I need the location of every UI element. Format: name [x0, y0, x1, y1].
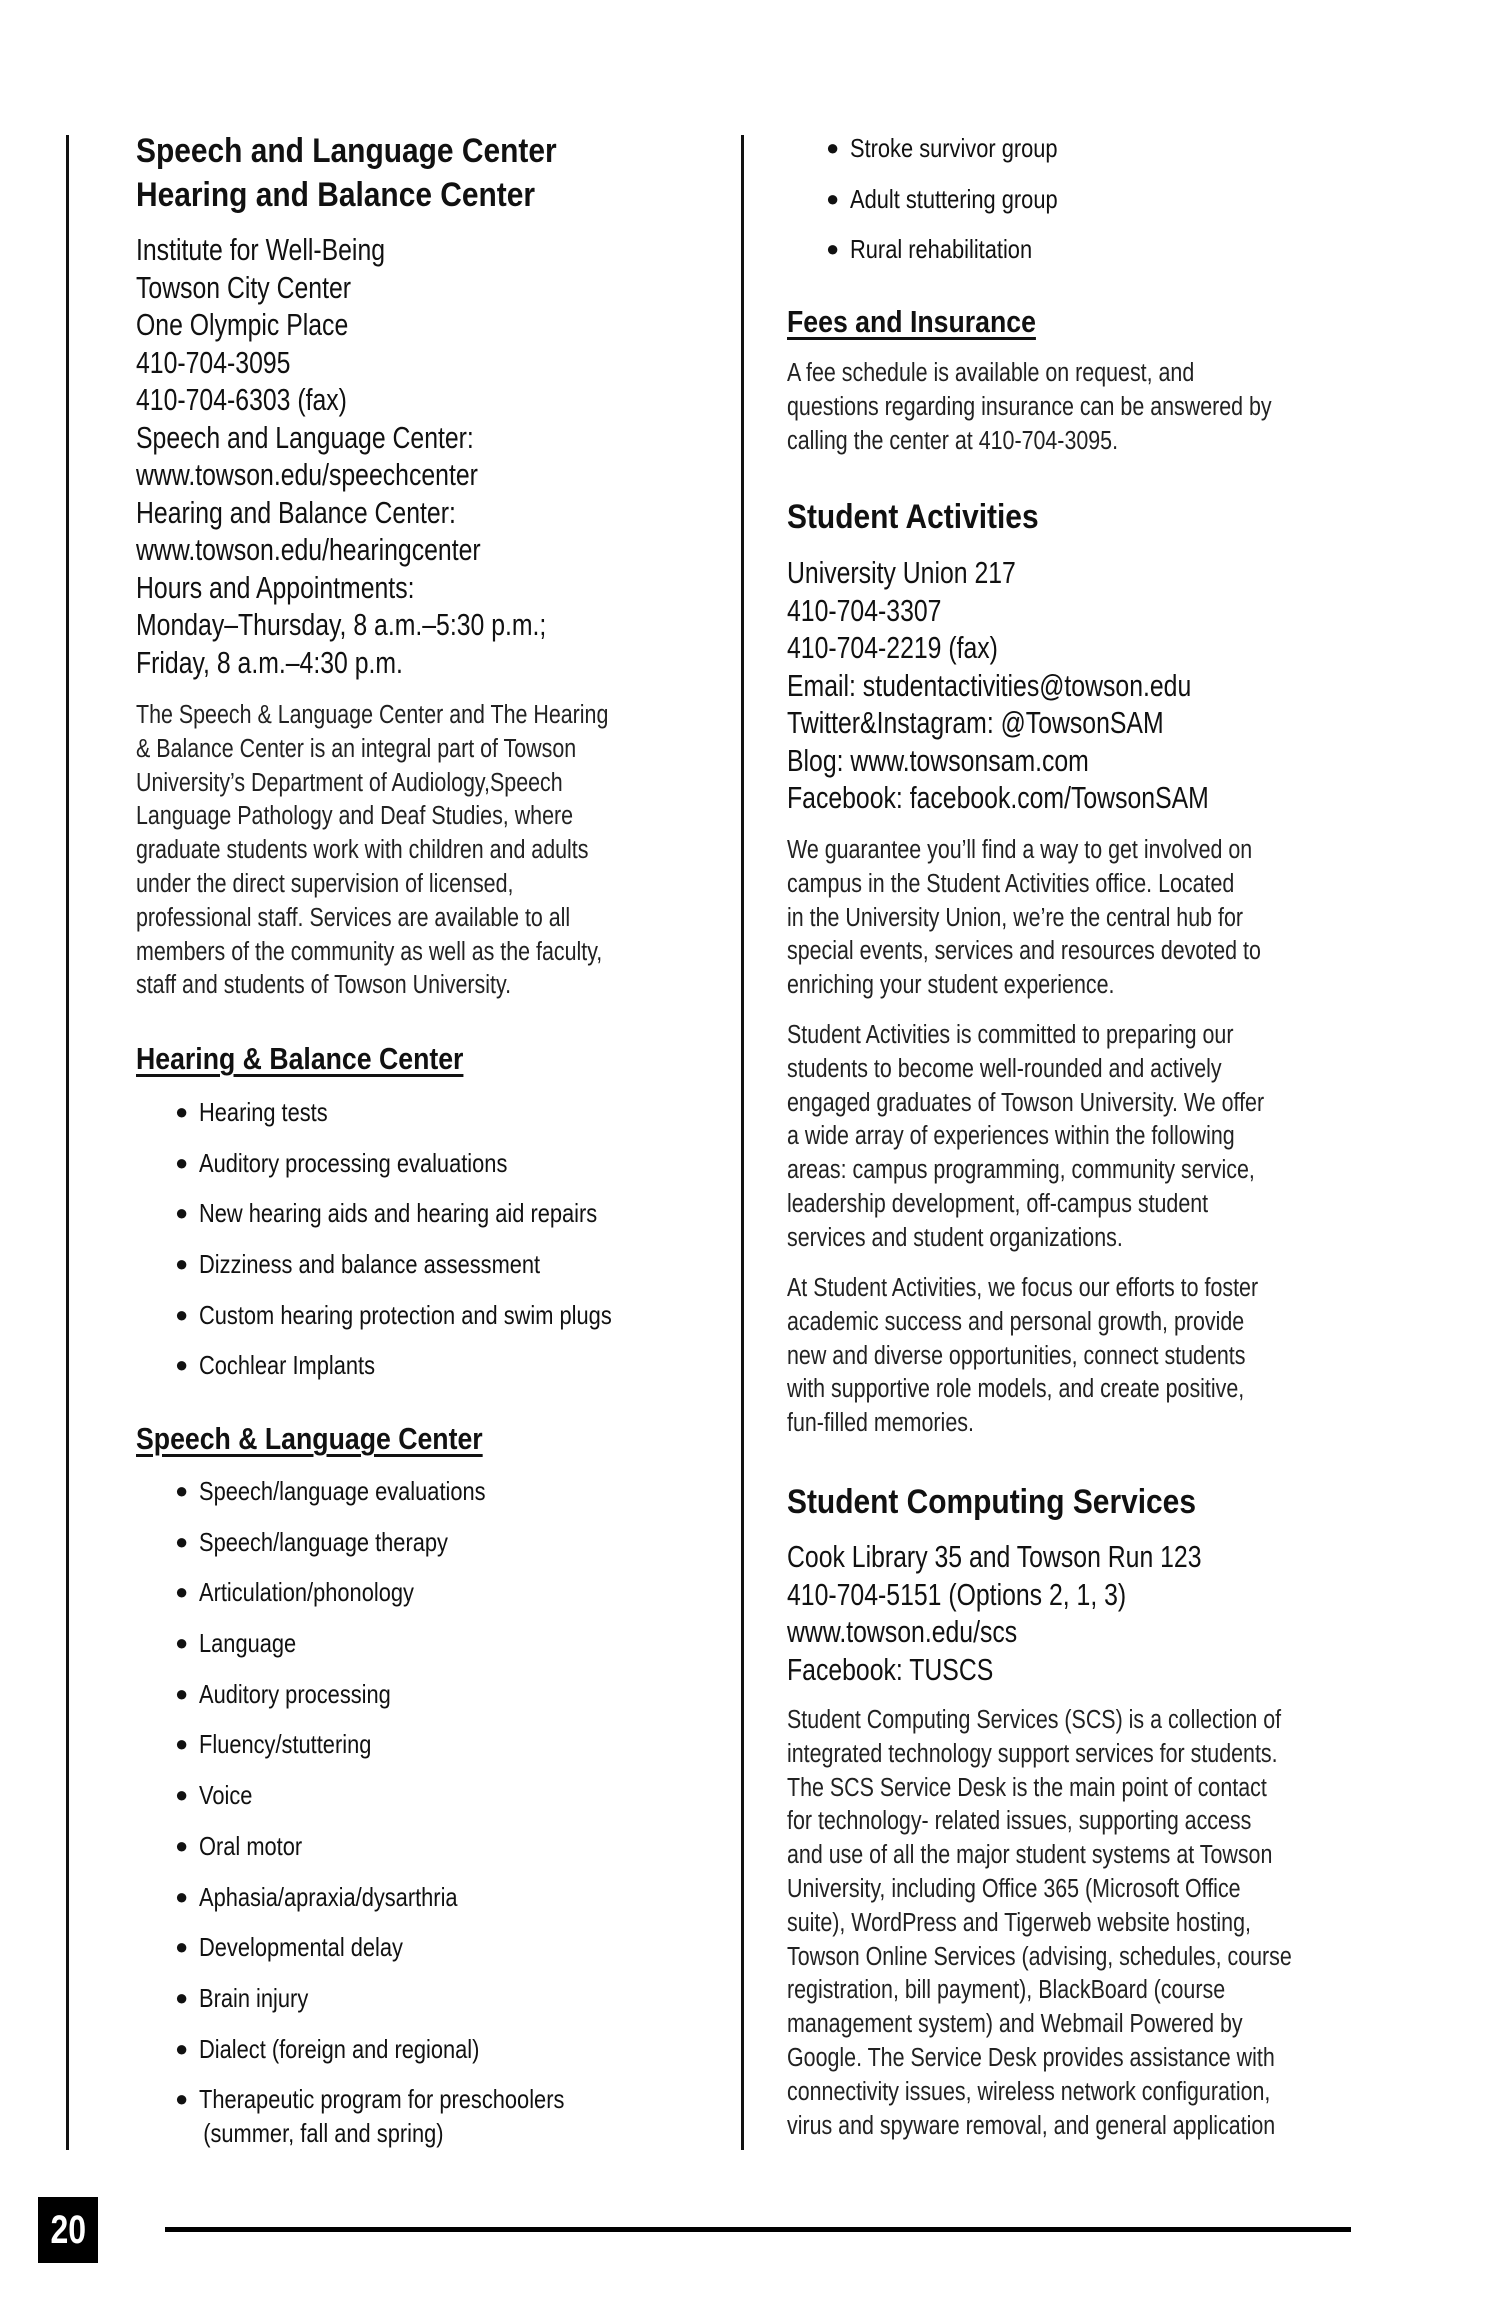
list-item — [175, 1466, 540, 1517]
list-item-text: (summer, fall and spring) — [203, 2118, 444, 2148]
list-item — [826, 224, 1097, 275]
list-item-text: Aphasia/apraxia/dysarthria — [199, 1881, 458, 1912]
text-line: 410-704-6303 (fax) — [136, 382, 347, 417]
fees-paragraph — [787, 357, 1364, 458]
bullet-icon: ● — [175, 1984, 189, 2010]
text-line: Email: studentactivities@towson.edu — [787, 667, 1192, 703]
list-item — [175, 1188, 690, 1239]
text-line: Facebook: facebook.com/TowsonSAM — [787, 780, 1209, 815]
text-line: Monday–Thursday, 8 a.m.–5:30 p.m.; — [136, 607, 547, 642]
text-line: integrated technology support services for students. — [787, 1739, 1278, 1768]
bullet-icon: ● — [175, 1782, 189, 1808]
bullet-icon: ● — [175, 1934, 189, 1960]
list-item-text: Oral motor — [199, 1830, 303, 1861]
student-activities-paragraph-3 — [787, 1272, 1348, 1441]
text-line: professional staff. Services are available to all — [136, 903, 571, 932]
text-line: students to become well-rounded and actively — [787, 1054, 1222, 1083]
text-line: At Student Activities, we focus our efforts to foster — [787, 1274, 1259, 1302]
heading-text: Speech & Language Center — [136, 1421, 483, 1456]
bullet-icon: ● — [175, 1251, 189, 1277]
text-line: areas: campus programming, community service, — [787, 1156, 1255, 1185]
list-item-text: Fluency/stuttering — [199, 1729, 372, 1760]
text-line: Language Pathology and Deaf Studies, where — [136, 802, 574, 831]
text-line: University, including Office 365 (Microsoft Office — [787, 1874, 1241, 1903]
list-item-text: Speech/language evaluations — [199, 1476, 486, 1506]
text-line: connectivity issues, wireless network configuration, — [787, 2077, 1271, 2106]
list-item — [175, 1973, 540, 2024]
contact-info-speech-hearing — [136, 231, 649, 681]
text-line: registration, bill payment), BlackBoard (course — [787, 1976, 1226, 2005]
text-line: University Union 217 — [787, 555, 1016, 590]
text-line: & Balance Center is an integral part of Towson — [136, 734, 577, 763]
bullet-icon: ● — [175, 1301, 189, 1327]
continued-services-list — [826, 123, 1097, 275]
student-computing-title — [787, 1480, 1252, 1524]
student-activities-contact — [787, 554, 1314, 817]
bullet-icon: ● — [175, 1832, 189, 1858]
column-divider — [741, 135, 744, 2150]
bullet-icon: ● — [175, 1352, 189, 1378]
text-line: Towson City Center — [136, 269, 352, 305]
text-line: Institute for Well-Being — [136, 232, 386, 267]
text-line: a wide array of experiences within the following — [787, 1122, 1235, 1151]
text-line: www.towson.edu/hearingcenter — [136, 532, 481, 567]
text-line: Twitter&Instagram: @TowsonSAM — [787, 705, 1164, 740]
title-text: Student Computing Services — [787, 1483, 1196, 1521]
speech-language-heading — [136, 1419, 539, 1459]
fees-insurance-heading — [787, 302, 1076, 342]
list-item-text: Dialect (foreign and regional) — [199, 2033, 480, 2064]
text-line: Google. The Service Desk provides assistance with — [787, 2043, 1275, 2072]
text-line: under the direct supervision of licensed, — [136, 869, 514, 898]
bullet-icon: ● — [826, 236, 840, 262]
text-line: services and student organizations. — [787, 1223, 1123, 1252]
list-item — [175, 1517, 540, 1568]
title-text: Student Activities — [787, 498, 1039, 536]
list-item-text: Therapeutic program for preschoolers — [199, 2084, 565, 2114]
text-line: One Olympic Place — [136, 307, 349, 342]
student-computing-contact — [787, 1538, 1305, 1688]
text-line: suite), WordPress and Tigerweb website hosting, — [787, 1908, 1251, 1937]
list-item — [175, 1669, 540, 1720]
text-line: Facebook: TUSCS — [787, 1651, 994, 1687]
list-item — [175, 1340, 690, 1391]
bullet-icon: ● — [826, 185, 840, 211]
list-item — [175, 2024, 540, 2075]
text-line: www.towson.edu/speechcenter — [136, 457, 478, 492]
list-item-text: Speech/language therapy — [199, 1526, 448, 1557]
intro-paragraph — [136, 699, 698, 1003]
text-line: A fee schedule is available on request, and — [787, 359, 1195, 387]
list-item-text: Custom hearing protection and swim plugs — [199, 1299, 612, 1330]
text-line: The Speech & Language Center and The Hearing — [136, 701, 609, 729]
left-column-rule — [66, 135, 69, 2150]
text-line: Speech and Language Center — [136, 132, 557, 170]
list-item — [175, 1821, 540, 1872]
text-line: University’s Department of Audiology,Speech — [136, 768, 563, 797]
list-item — [175, 1239, 690, 1290]
text-line: engaged graduates of Towson University. We offer — [787, 1088, 1265, 1117]
text-line: in the University Union, we’re the central hub for — [787, 903, 1244, 932]
student-computing-paragraph — [787, 1704, 1388, 2143]
bullet-icon: ● — [826, 135, 840, 160]
student-activities-paragraph-1 — [787, 834, 1351, 1003]
bullet-icon: ● — [175, 1099, 189, 1124]
text-line: Student Computing Services (SCS) is a collection of — [787, 1706, 1282, 1734]
text-line: Speech and Language Center: — [136, 419, 474, 455]
text-line: Towson Online Services (advising, schedules, course — [787, 1942, 1292, 1971]
text-line: campus in the Student Activities office. Located — [787, 869, 1235, 898]
text-line: new and diverse opportunities, connect students — [787, 1341, 1246, 1370]
speech-services-list — [175, 1466, 540, 2074]
bullet-icon: ● — [175, 1149, 189, 1175]
text-line: management system) and Webmail Powered by — [787, 2010, 1243, 2039]
text-line: Student Activities is committed to preparing our — [787, 1021, 1234, 1049]
text-line: with supportive role models, and create positive, — [787, 1375, 1245, 1404]
text-line: leadership development, off-campus student — [787, 1189, 1209, 1218]
list-item-text: Language — [199, 1628, 297, 1659]
text-line: We guarantee you’ll find a way to get involved on — [787, 836, 1253, 864]
list-item — [175, 1770, 540, 1821]
bullet-icon: ● — [175, 1579, 189, 1605]
text-line: www.towson.edu/scs — [787, 1614, 1018, 1649]
hearing-balance-heading — [136, 1039, 517, 1079]
list-item-text: Voice — [199, 1780, 253, 1811]
text-line: Hearing and Balance Center: — [136, 494, 456, 530]
student-activities-paragraph-2 — [787, 1019, 1355, 1256]
text-line: Friday, 8 a.m.–4:30 p.m. — [136, 644, 403, 680]
text-line: 410-704-5151 (Options 2, 1, 3) — [787, 1576, 1127, 1612]
hearing-services-list — [175, 1087, 690, 1391]
bullet-icon: ● — [175, 1680, 189, 1706]
list-item-text: New hearing aids and hearing aid repairs — [199, 1198, 598, 1229]
text-line: for technology- related issues, supporting access — [787, 1807, 1252, 1836]
bullet-icon: ● — [175, 1200, 189, 1226]
text-line: calling the center at 410-704-3095. — [787, 426, 1119, 455]
bullet-icon: ● — [175, 1630, 189, 1656]
bullet-icon: ● — [175, 2035, 189, 2061]
student-activities-title — [787, 495, 1073, 539]
speech-services-list-last — [175, 2074, 634, 2150]
bullet-icon: ● — [175, 1731, 189, 1757]
page-number — [38, 2197, 98, 2263]
text-line: academic success and personal growth, provide — [787, 1307, 1245, 1336]
list-item — [175, 1618, 540, 1669]
bullet-icon: ● — [175, 1883, 189, 1909]
list-item — [826, 174, 1097, 225]
text-line: fun-filled memories. — [787, 1409, 974, 1438]
list-item-text: Dizziness and balance assessment — [199, 1249, 541, 1280]
text-line: The SCS Service Desk is the main point of contact — [787, 1773, 1267, 1802]
page-number-text: 20 — [50, 2208, 86, 2252]
list-item-text: Brain injury — [199, 1982, 309, 2013]
text-line: questions regarding insurance can be answered by — [787, 392, 1272, 421]
list-item-text: Adult stuttering group — [850, 183, 1058, 214]
list-item-text: Stroke survivor group — [850, 133, 1058, 163]
text-line: special events, services and resources devoted to — [787, 937, 1261, 966]
bullet-icon: ● — [175, 2086, 189, 2111]
list-item-text: Auditory processing evaluations — [199, 1147, 508, 1178]
list-item-text: Hearing tests — [199, 1097, 328, 1127]
text-line: Hearing and Balance Center — [136, 176, 536, 214]
bullet-icon: ● — [175, 1478, 189, 1503]
list-item — [175, 1872, 540, 1923]
list-item — [175, 1290, 690, 1341]
list-item — [175, 1087, 690, 1138]
text-line: 410-704-2219 (fax) — [787, 630, 998, 665]
list-item-text: Cochlear Implants — [199, 1350, 376, 1381]
text-line: and use of all the major student systems at Towson — [787, 1841, 1273, 1870]
list-item — [175, 1922, 540, 1973]
heading-text: Fees and Insurance — [787, 304, 1036, 339]
list-item — [826, 123, 1097, 174]
text-line: 410-704-3307 — [787, 592, 942, 628]
text-line: Hours and Appointments: — [136, 569, 415, 605]
list-item-text: Articulation/phonology — [199, 1577, 414, 1608]
text-line: graduate students work with children and adults — [136, 836, 589, 865]
text-line: Blog: www.towsonsam.com — [787, 742, 1089, 778]
text-line: 410-704-3095 — [136, 344, 291, 380]
heading-text: Hearing & Balance Center — [136, 1041, 464, 1076]
text-line: enriching your student experience. — [787, 971, 1115, 1000]
list-item-text: Auditory processing — [199, 1678, 391, 1709]
list-item-text: Rural rehabilitation — [850, 234, 1033, 265]
list-item-text: Developmental delay — [199, 1932, 403, 1963]
list-item — [175, 1138, 690, 1189]
text-line: members of the community as well as the faculty, — [136, 937, 603, 966]
footer-rule — [165, 2227, 1351, 2232]
list-item — [175, 1719, 540, 1770]
list-item — [175, 1567, 540, 1618]
text-line: staff and students of Towson University. — [136, 971, 512, 1000]
text-line: Cook Library 35 and Towson Run 123 — [787, 1539, 1202, 1574]
bullet-icon: ● — [175, 1528, 189, 1554]
list-item — [175, 2074, 634, 2150]
text-line: virus and spyware removal, and general application — [787, 2111, 1276, 2140]
section-title-speech-hearing — [136, 129, 614, 217]
